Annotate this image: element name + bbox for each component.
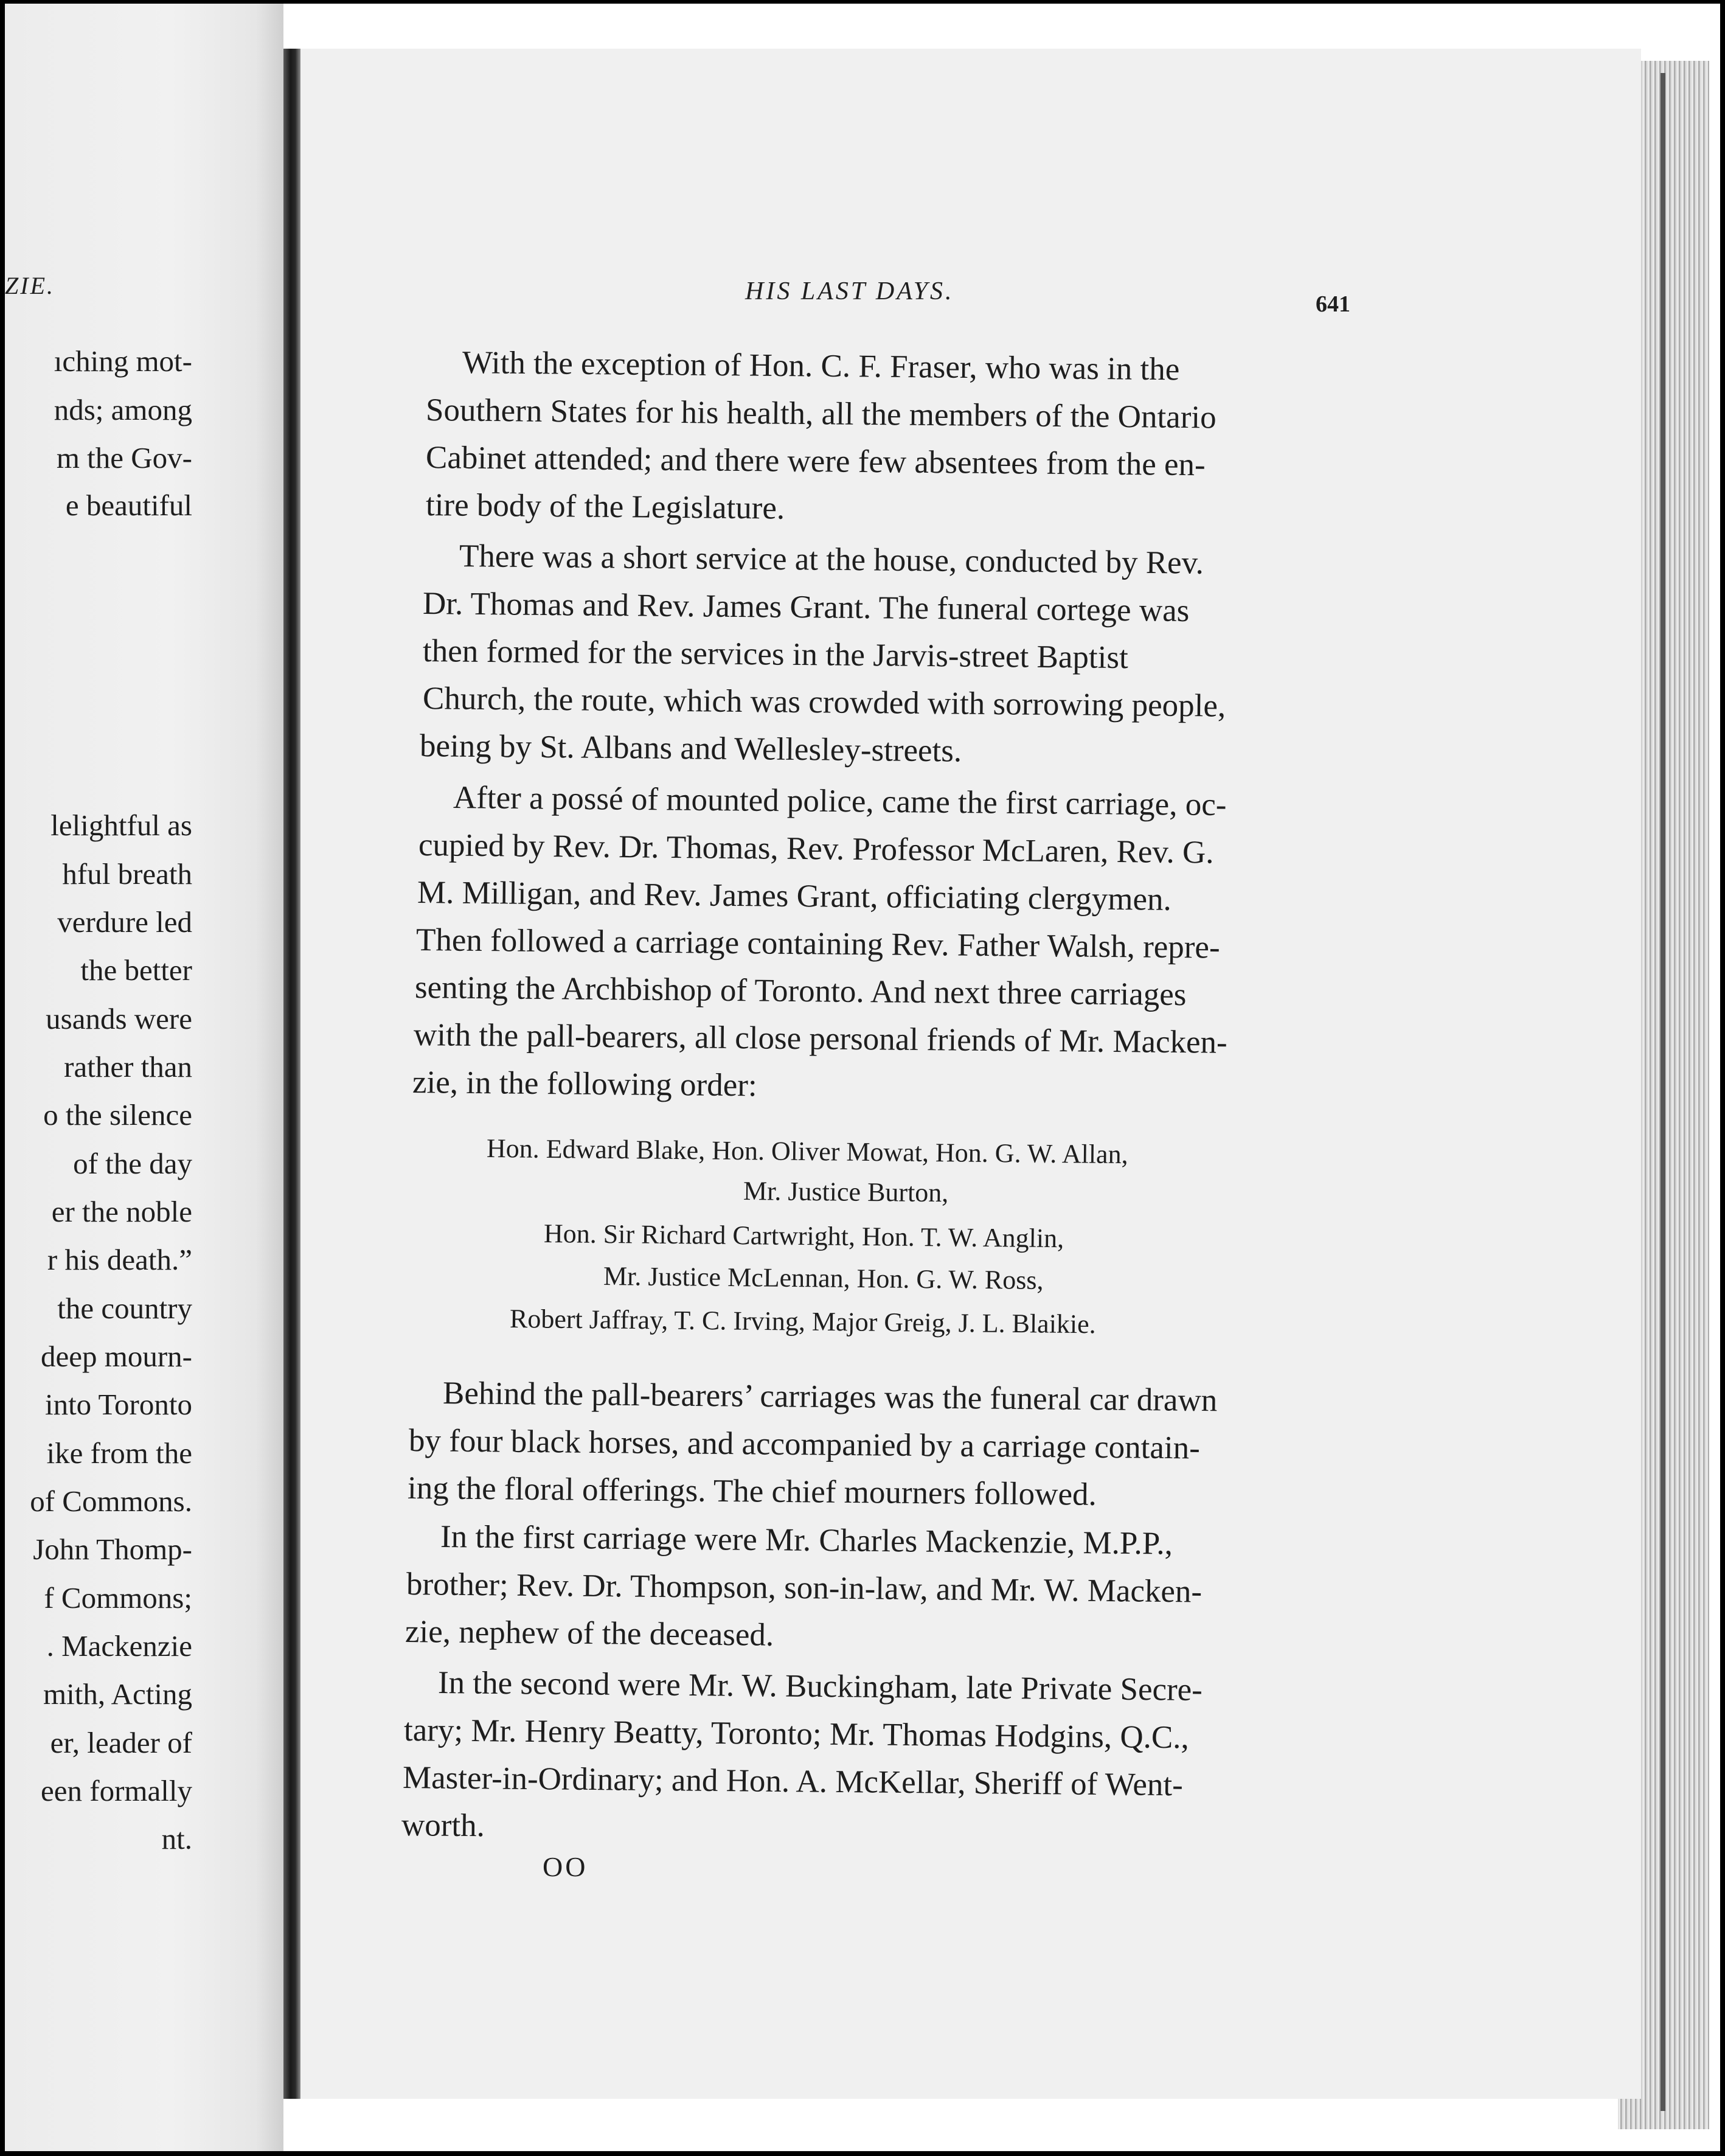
scan-border-right	[1720, 0, 1725, 2156]
book-gutter	[283, 49, 300, 2099]
running-head: HIS LAST DAYS.	[745, 277, 954, 305]
body-line: with the pall-bearers, all close personal friends of Mr. Macken-	[413, 1017, 1228, 1060]
body-line: Master-in-Ordinary; and Hon. A. McKellar, Sheriff of Went-	[402, 1760, 1184, 1803]
left-line: the better	[80, 953, 192, 987]
scan-border-left	[0, 0, 5, 2156]
left-line: lelightful as	[50, 809, 192, 842]
body-line: Southern States for his health, all the members of the Ontario	[425, 392, 1217, 436]
body-line: being by St. Albans and Wellesley-streets.	[419, 728, 962, 769]
left-line: the country	[57, 1292, 192, 1325]
body-line: Church, the route, which was crowded with sorrowing people,	[422, 681, 1226, 724]
body-line: There was a short service at the house, conducted by Rev.	[459, 538, 1204, 581]
signature-mark: OO	[543, 1851, 588, 1882]
body-line: Then followed a carriage containing Rev. Father Walsh, repre-	[415, 922, 1220, 965]
body-line: Dr. Thomas and Rev. James Grant. The funeral cortege was	[422, 586, 1190, 629]
page-number: 641	[1316, 291, 1350, 317]
left-line: nds; among	[54, 393, 192, 426]
left-line: mith, Acting	[43, 1677, 192, 1711]
body-line: then formed for the services in the Jarvis-street Baptist	[422, 633, 1128, 676]
left-line: deep mourn-	[41, 1340, 192, 1373]
left-line: er, leader of	[50, 1726, 192, 1759]
body-line: Behind the pall-bearers’ carriages was the funeral car drawn	[442, 1375, 1218, 1419]
left-line: usands were	[46, 1002, 192, 1035]
left-line: . Mackenzie	[46, 1629, 192, 1663]
left-facing-page	[5, 4, 283, 2151]
body-line: Cabinet attended; and there were few absentees from the en-	[425, 440, 1206, 483]
left-line: r his death.”	[47, 1243, 192, 1276]
body-line: tire body of the Legislature.	[425, 487, 785, 526]
left-line: John Thomp-	[33, 1532, 192, 1566]
left-line: of the day	[73, 1147, 192, 1180]
body-line: In the first carriage were Mr. Charles Mackenzie, M.P.P.,	[440, 1519, 1173, 1562]
body-line: by four black horses, and accompanied by a carriage contain-	[408, 1423, 1201, 1466]
left-running-head: ZIE.	[5, 272, 55, 299]
left-line: verdure led	[57, 905, 192, 939]
left-line: er the noble	[51, 1195, 192, 1228]
pallbearer-line: Mr. Justice Burton,	[743, 1176, 949, 1208]
body-line: ing the floral offerings. The chief mourners followed.	[407, 1470, 1097, 1512]
body-line: After a possé of mounted police, came the first carriage, oc-	[453, 780, 1227, 823]
left-line: m the Gov-	[56, 441, 192, 475]
body-line: With the exception of Hon. C. F. Fraser, who was in the	[462, 345, 1180, 388]
pallbearer-line: Hon. Sir Richard Cartwright, Hon. T. W. Anglin,	[543, 1219, 1064, 1254]
left-line: nt.	[161, 1822, 192, 1855]
body-line: tary; Mr. Henry Beatty, Toronto; Mr. Thomas Hodgins, Q.C.,	[403, 1713, 1190, 1756]
body-line: zie, nephew of the deceased.	[404, 1614, 774, 1653]
body-line: cupied by Rev. Dr. Thomas, Rev. Professor McLaren, Rev. G.	[418, 827, 1214, 871]
body-line: zie, in the following order:	[412, 1065, 757, 1104]
left-line: ıching mot-	[54, 344, 192, 378]
pallbearer-line: Hon. Edward Blake, Hon. Oliver Mowat, Hon. G. W. Allan,	[486, 1133, 1128, 1170]
left-line: into Toronto	[44, 1388, 192, 1421]
body-line: worth.	[401, 1807, 485, 1844]
body-line: brother; Rev. Dr. Thompson, son-in-law, and Mr. W. Macken-	[406, 1567, 1203, 1610]
left-line: hful breath	[62, 857, 192, 891]
left-line: rather than	[64, 1050, 192, 1083]
pallbearer-line: Robert Jaffray, T. C. Irving, Major Greig, J. L. Blaikie.	[509, 1304, 1096, 1340]
left-line: of Commons.	[30, 1484, 192, 1518]
scan-border-bottom	[0, 2151, 1725, 2156]
pallbearer-line: Mr. Justice McLennan, Hon. G. W. Ross,	[603, 1261, 1044, 1295]
body-line: M. Milligan, and Rev. James Grant, officiating clergymen.	[417, 875, 1172, 917]
left-line: een formally	[41, 1774, 192, 1807]
left-line: o the silence	[43, 1098, 192, 1132]
body-line: In the second were Mr. W. Buckingham, late Private Secre-	[437, 1665, 1203, 1708]
left-line: f Commons;	[44, 1581, 192, 1615]
left-line: ike from the	[46, 1436, 192, 1470]
left-line: e beautiful	[65, 489, 192, 522]
page-edge-shadow	[1661, 73, 1665, 2111]
body-line: senting the Archbishop of Toronto. And next three carriages	[414, 970, 1187, 1013]
